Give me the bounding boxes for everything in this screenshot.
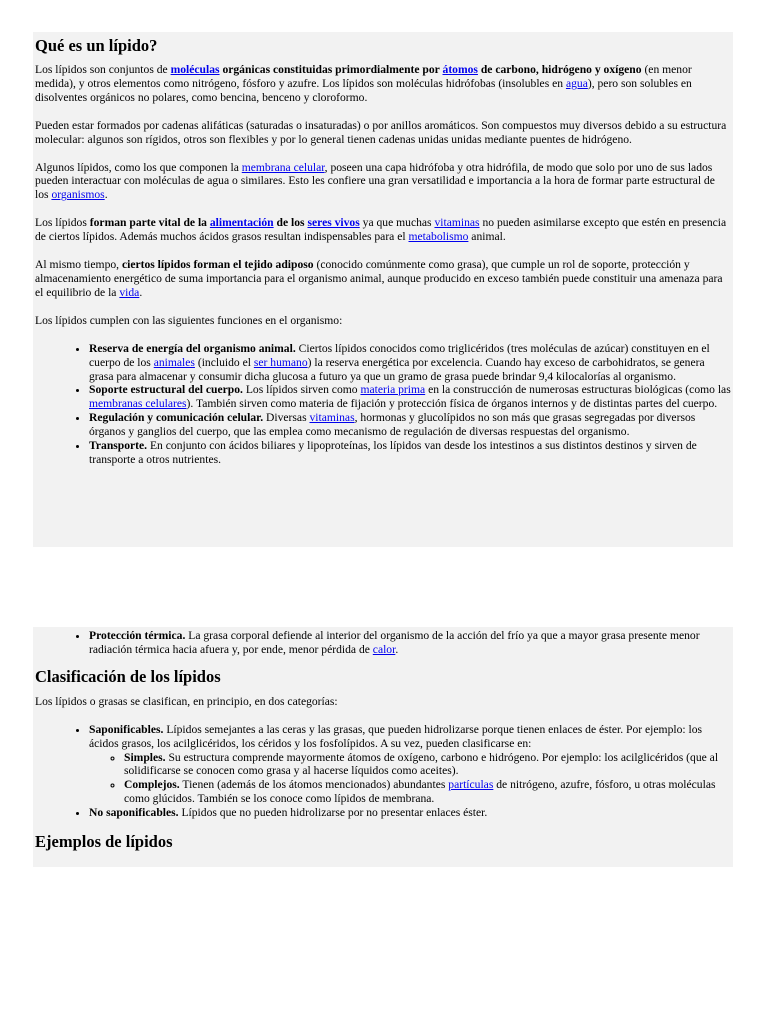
link-agua[interactable]: agua <box>565 76 588 90</box>
link-atomos[interactable]: átomos <box>442 63 478 76</box>
heading-clasificacion: Clasificación de los lípidos <box>35 666 221 686</box>
content-block-top <box>33 32 733 547</box>
link-animales[interactable]: animales <box>153 355 195 369</box>
list-item: • Saponificables. Lípidos semejantes a las ceras y las grasas, que pueden hidrolizarse porque tienen enlaces de éster. Por ejemplo: los ácidos grasos, los acilglicéridos, los céridos y los fosfolípidos. A su vez, pueden clasificarse en: ◦ Simples. Su estructura comprende mayormente átomos de oxígeno, carbono e hidrógeno. Por ejemplo: los acilglicéridos (que al solidificarse se conocen como grasa y al hacerse líquidos como aceites). ◦ Complejos. Tienen (además de los átomos mencionados) abundantes partículas de nitrógeno, azufre, fósforo, u otras moléculas como glúcidos. También se los conoce como lípidos de membrana. <box>89 723 731 806</box>
link-particulas[interactable]: partículas <box>448 778 494 792</box>
link-seres-vivos[interactable]: seres vivos <box>307 216 360 230</box>
paragraph-alimentacion: Los lípidos forman parte vital de la alimentación de los seres vivos ya que muchas vitaminas no pueden asimilarse excepto que estén en presencia de ciertos lípidos. Además muchos ácidos grasos resultan indispensables para el metabolismo animal. <box>35 216 727 244</box>
list-item: • Reserva de energía del organismo animal. Ciertos lípidos conocidos como triglicéridos (tres moléculas de azúcar) constituyen en el cuerpo de los animales (incluido el ser humano) la reserva energética por excelencia. Cuando hay exceso de carbohidratos, se genera grasa para almacenar y consumir dicha glucosa a futuro ya que un gramo de grasa puede brindar 9,4 kilocalorías al organismo. <box>89 342 731 384</box>
link-membranas-celulares[interactable]: membranas celulares <box>89 397 187 411</box>
heading-que-es-lipido: Qué es un lípido? <box>35 36 158 55</box>
paragraph-tejido-adiposo: Al mismo tiempo, ciertos lípidos forman el tejido adiposo (conocido comúnmente como grasa), que cumple un rol de soporte, protección y almacenamiento energético de suma importancia para el organismo animal, aunque producido en exceso también puede constituir una amenaza para el equilibrio de la vida. <box>35 258 723 299</box>
link-organismos[interactable]: organismos <box>51 188 105 202</box>
paragraph-definition: Los lípidos son conjuntos de moléculas orgánicas constituidas primordialmente por átomos de carbono, hidrógeno y oxígeno (en menor medida), y otros elementos como nitrógeno, fósforo y azufre. Los lípidos son moléculas hidrófobas (insolubles en agua), pero son solubles en disolventes orgánicos no polares, como bencina, benceno y cloroformo. <box>35 63 692 104</box>
list-item: • No saponificables. Lípidos que no pueden hidrolizarse por no presentar enlaces éster. <box>89 806 731 820</box>
link-membrana-celular[interactable]: membrana celular <box>241 160 325 174</box>
subcategories-list <box>89 751 731 807</box>
link-vida[interactable]: vida <box>119 285 140 299</box>
heading-ejemplos: Ejemplos de lípidos <box>35 832 173 852</box>
paragraph-membrana: Algunos lípidos, como los que componen la membrana celular, poseen una capa hidrófoba y otra hidrófila, de modo que solo por uno de sus lados pueden interactuar con moléculas de agua o similares. Esto les confiere una gran versatilidad e importancia a la hora de formar parte estructural de los organismos. <box>35 160 715 202</box>
categories-list <box>35 723 731 820</box>
link-metabolismo[interactable]: metabolismo <box>408 230 469 244</box>
list-item: • Protección térmica. La grasa corporal defiende al interior del organismo de la acción del frío ya que a mayor grasa presente menor radiación térmica hacia afuera y, por ende, menor pérdida de calor. <box>89 629 731 657</box>
list-item: • Transporte. En conjunto con ácidos biliares y lipoproteínas, los lípidos van desde los intestinos a sus distintos destinos y sirven de transporte a otros nutrientes. <box>89 439 731 467</box>
content-block-bottom <box>33 627 733 867</box>
link-ser-humano[interactable]: ser humano <box>253 355 308 369</box>
paragraph-estructura: Pueden estar formados por cadenas alifáticas (saturadas o insaturadas) o por anillos aromáticos. Son compuestos muy diversos debido a su estructura molecular: algunos son rígidos, otros son flexibles y por lo general tienen cadenas unidas unidas mediante puentes de hidrógeno. <box>35 118 727 146</box>
functions-list-continued <box>35 629 731 657</box>
link-materia-prima[interactable]: materia prima <box>360 383 426 397</box>
paragraph-funciones-intro: Los lípidos cumplen con las siguientes funciones en el organismo: <box>35 313 343 327</box>
list-item: ◦ Complejos. Tienen (además de los átomos mencionados) abundantes partículas de nitrógeno, azufre, fósforo, u otras moléculas como glúcidos. También se los conoce como lípidos de membrana. <box>124 778 731 806</box>
paragraph-categorias: Los lípidos o grasas se clasifican, en principio, en dos categorías: <box>35 694 338 708</box>
functions-list <box>35 342 731 467</box>
list-item: ◦ Simples. Su estructura comprende mayormente átomos de oxígeno, carbono e hidrógeno. Por ejemplo: los acilglicéridos (que al solidificarse se conocen como grasa y al hacerse líquidos como aceites). <box>124 751 731 779</box>
link-calor[interactable]: calor <box>372 642 396 656</box>
link-vitaminas-2[interactable]: vitaminas <box>309 411 355 425</box>
link-alimentacion[interactable]: alimentación <box>209 216 274 230</box>
list-item: • Regulación y comunicación celular. Diversas vitaminas, hormonas y glucolípidos no son más que grasas segregadas por diversos órganos y ganglios del cuerpo, que las emplea como mecanismo de regulación de diversas respuestas del organismo. <box>89 411 731 439</box>
list-item: • Soporte estructural del cuerpo. Los lípidos sirven como materia prima en la construcción de numerosas estructuras biológicas (como las membranas celulares). También sirven como materia de fijación y protección física de órganos internos y de distintas partes del cuerpo. <box>89 383 731 411</box>
link-vitaminas[interactable]: vitaminas <box>434 216 480 230</box>
link-moleculas[interactable]: moléculas <box>170 63 220 76</box>
